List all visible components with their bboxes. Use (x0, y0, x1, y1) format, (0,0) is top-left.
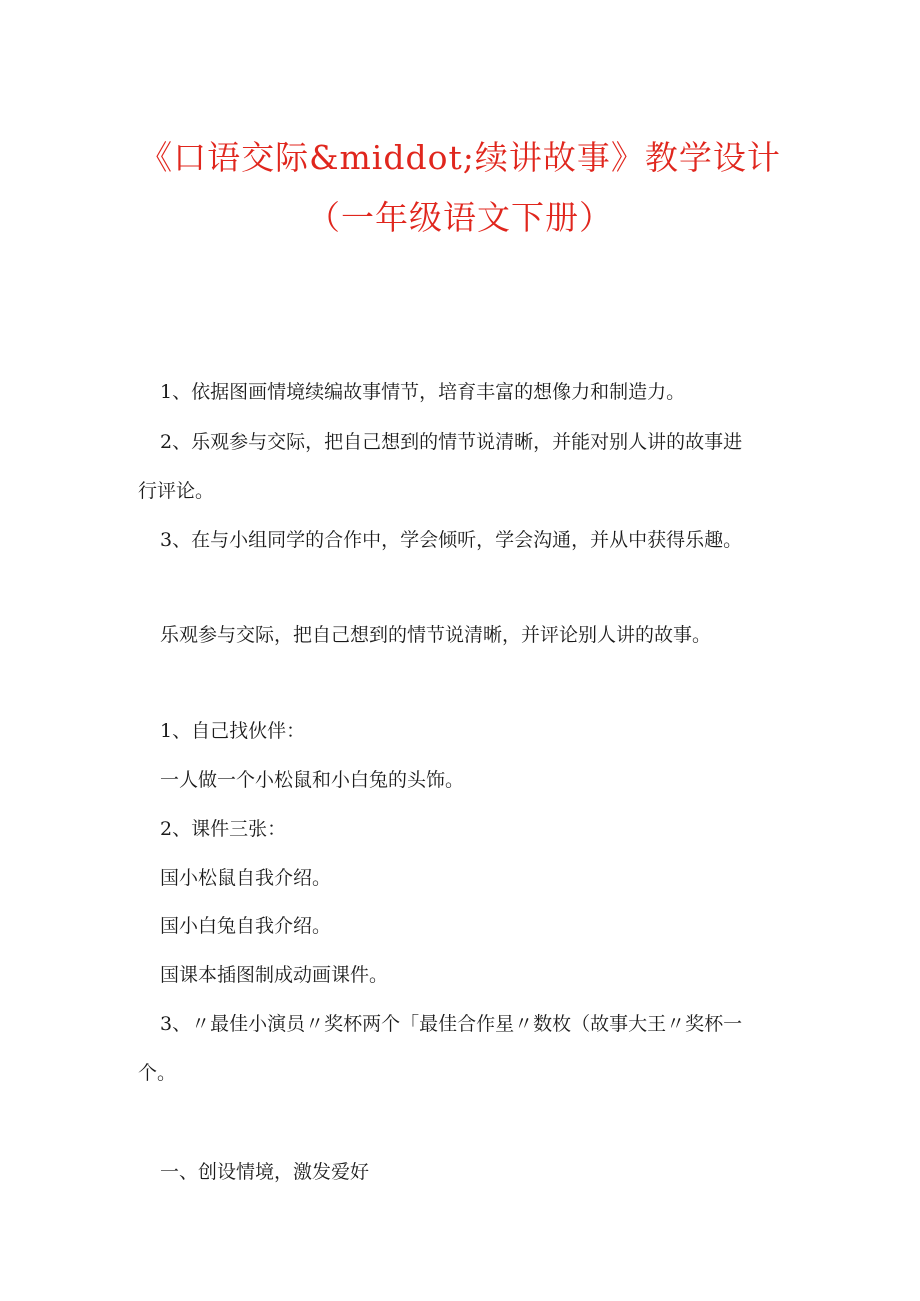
objective-3: 3、在与小组同学的合作中，学会倾听，学会沟通，并从中获得乐趣。 (160, 529, 743, 551)
preparation-item-2-detail-1: 国小松鼠自我介绍。 (160, 867, 332, 889)
objective-2: 2、乐观参与交际，把自己想到的情节说清晰，并能对别人讲的故事进 (160, 431, 743, 453)
document-subtitle: （一年级语文下册） (307, 198, 613, 237)
section-heading: 一、创设情境，激发爱好 (160, 1161, 370, 1183)
objective-1: 1、依据图画情境续编故事情节，培育丰富的想像力和制造力。 (160, 381, 686, 403)
document-title: 《口语交际&middot;续讲故事》教学设计 (139, 138, 781, 177)
preparation-item-1: 1、自己找伙伴： (160, 720, 306, 742)
preparation-item-3-continued: 个。 (138, 1062, 177, 1084)
preparation-item-3: 3、〃最佳小演员〃奖杯两个「最佳合作星〃数枚（故事大王〃奖杯一 (160, 1013, 743, 1035)
key-point: 乐观参与交际，把自己想到的情节说清晰，并评论别人讲的故事。 (160, 624, 712, 646)
preparation-item-2-detail-2: 国小白兔自我介绍。 (160, 915, 332, 937)
preparation-item-2-detail-3: 国课本插图制成动画课件。 (160, 964, 389, 986)
preparation-item-1-detail: 一人做一个小松鼠和小白兔的头饰。 (160, 769, 465, 791)
objective-2-continued: 行评论。 (138, 480, 215, 502)
preparation-item-2: 2、课件三张： (160, 818, 287, 840)
